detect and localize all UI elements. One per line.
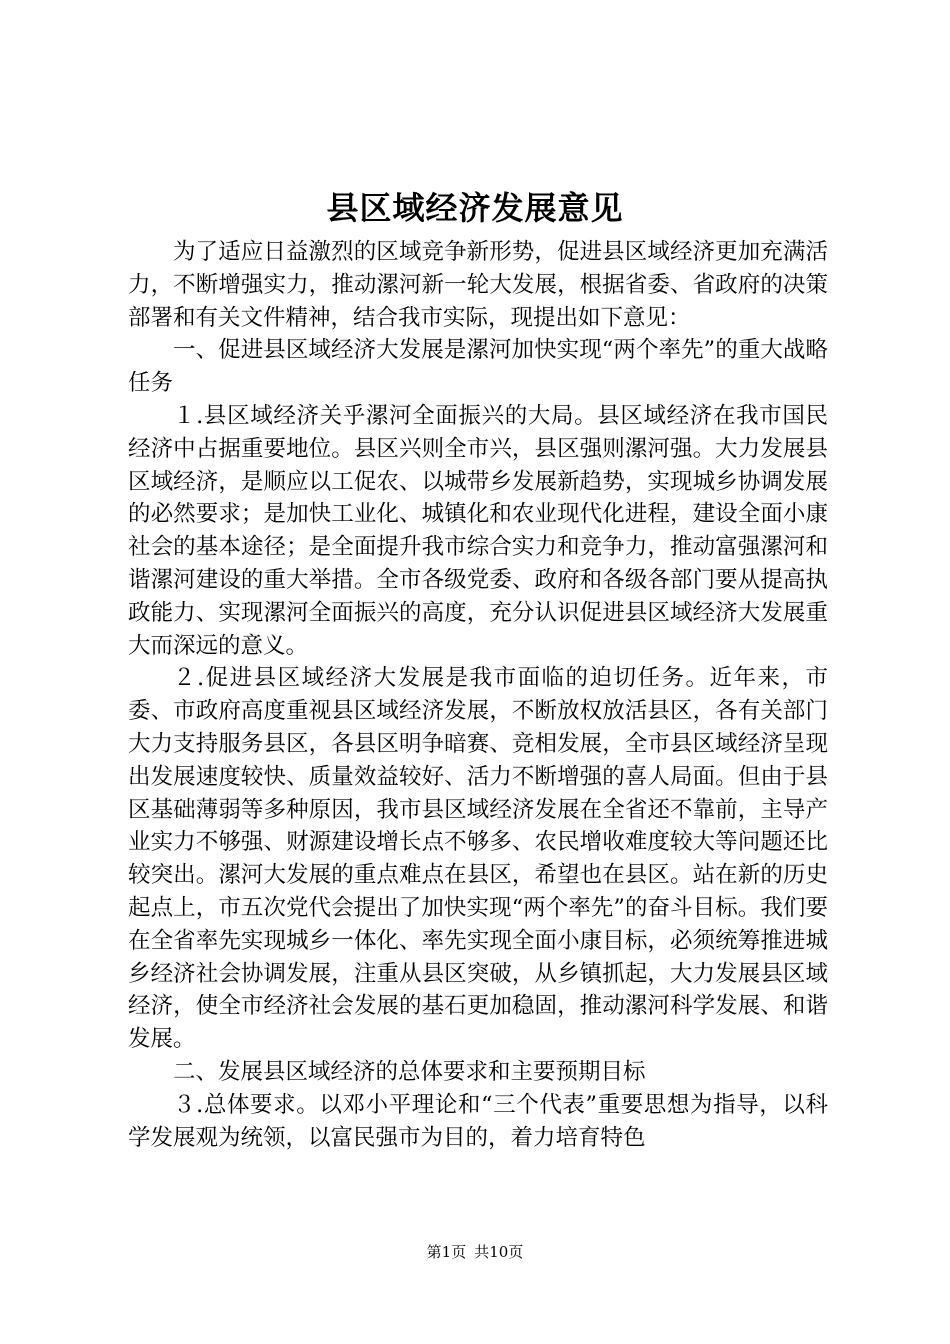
paragraph-item-3: ３.总体要求。以邓小平理论和“三个代表”重要思想为指导，以科学发展观为统领，以富民强市为目的，着力培育特色 xyxy=(128,1091,828,1151)
page-footer xyxy=(0,1240,950,1264)
section-heading-2: 二、发展县区域经济的总体要求和主要预期目标 xyxy=(173,1058,646,1085)
paragraph-intro: 为了适应日益激烈的区域竞争新形势，促进县区域经济更加充满活力，不断增强实力，推动漯河新一轮大发展，根据省委、省政府的决策部署和有关文件精神，结合我市实际，现提出如下意见： xyxy=(128,239,828,331)
paragraph-item-1: １.县区域经济关乎漯河全面振兴的大局。县区域经济在我市国民经济中占据重要地位。县区兴则全市兴，县区强则漯河强。大力发展县区域经济，是顺应以工促农、以城带乡发展新趋势，实现城乡协调发展的必然要求；是加快工业化、城镇化和农业现代化进程，建设全面小康社会的基本途径；是全面提升我市综合实力和竞争力，推动富强漯河和谐漯河建设的重大举措。全市各级党委、政府和各级各部门要从提高执政能力、实现漯河全面振兴的高度，充分认识促进县区域经济大发展重大而深远的意义。 xyxy=(128,402,828,659)
document-title: 县区域经济发展意见 xyxy=(326,189,624,227)
document-body xyxy=(128,236,828,1154)
paragraph-item-2: ２.促进县区域经济大发展是我市面临的迫切任务。近年来，市委、市政府高度重视县区域经济发展，不断放权放活县区，各有关部门大力支持服务县区，各县区明争暗赛、竞相发展，全市县区域经济呈现出发展速度较快、质量效益较好、活力不断增强的喜人局面。但由于县区基础薄弱等多种原因，我市县区域经济发展在全省还不靠前，主导产业实力不够强、财源建设增长点不够多、农民增收难度较大等问题还比较突出。漯河大发展的重点难点在县区，希望也在县区。站在新的历史起点上，市五次党代会提出了加快实现“两个率先”的奋斗目标。我们要在全省率先实现城乡一体化、率先实现全面小康目标，必须统筹推进城乡经济社会协调发展，注重从县区突破，从乡镇抓起，大力发展县区域经济，使全市经济社会发展的基石更加稳固，推动漯河科学发展、和谐发展。 xyxy=(128,665,828,1053)
section-heading-1: 一、促进县区域经济大发展是漯河加快实现“两个率先”的重大战略任务 xyxy=(128,337,828,397)
page-number: 第1页 xyxy=(426,1243,467,1261)
page-total: 共10页 xyxy=(474,1243,524,1261)
